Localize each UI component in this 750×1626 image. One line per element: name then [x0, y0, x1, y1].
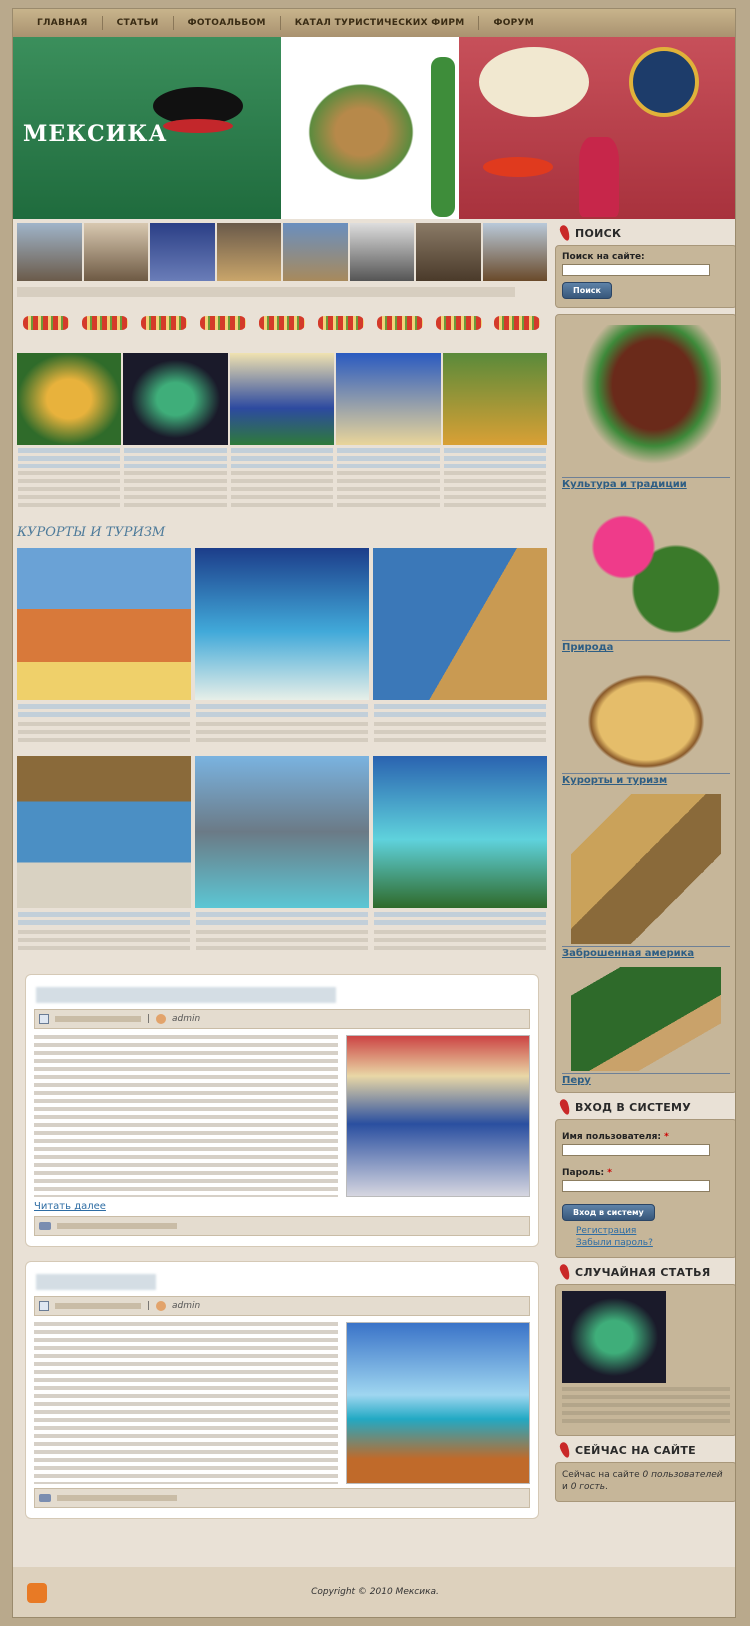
eagle-emblem-icon [571, 325, 721, 475]
article-text [34, 1035, 338, 1197]
article-text [34, 1322, 338, 1484]
nav-home[interactable]: ГЛАВНАЯ [37, 18, 88, 28]
nav-catalog[interactable]: КАТАЛ ТУРИСТИЧЕСКИХ ФИРМ [294, 18, 465, 28]
search-box [555, 245, 736, 308]
article-image [346, 1035, 530, 1197]
article-title[interactable] [36, 987, 336, 1003]
pepper-icon [559, 1441, 572, 1459]
read-more-link[interactable]: Читать далее [34, 1201, 106, 1212]
user-icon [156, 1301, 166, 1311]
article-image [346, 1322, 530, 1484]
featured-item[interactable] [443, 353, 547, 511]
pepper-icon [559, 1098, 572, 1116]
featured-item[interactable] [230, 353, 334, 511]
password-input[interactable] [562, 1180, 710, 1192]
footer [13, 1567, 736, 1617]
strip-photo[interactable] [416, 223, 481, 281]
featured-articles [17, 353, 547, 511]
article-tags [34, 1216, 530, 1236]
calendar-icon [39, 1301, 49, 1311]
random-article-heading: СЛУЧАЙНАЯ СТАТЬЯ [555, 1262, 736, 1282]
online-heading: СЕЙЧАС НА САЙТЕ [555, 1440, 736, 1460]
pepper-icon [559, 224, 572, 242]
categories-box [555, 314, 736, 1093]
welcome-text [17, 287, 547, 297]
username-input[interactable] [562, 1144, 710, 1156]
resort-item[interactable] [195, 548, 369, 752]
strip-photo[interactable] [283, 223, 348, 281]
article-card [25, 1261, 539, 1519]
password-label: Пароль: * [562, 1168, 612, 1178]
strip-photo[interactable] [84, 223, 149, 281]
username-label: Имя пользователя: * [562, 1132, 669, 1142]
sidebar [555, 219, 736, 1502]
nav-forum[interactable]: ФОРУМ [493, 18, 535, 28]
article-author: admin [172, 1301, 201, 1311]
search-button[interactable]: Поиск [562, 282, 612, 299]
article-tags [34, 1488, 530, 1508]
photo-stack-icon [571, 794, 721, 944]
category-link[interactable]: Культура и традиции [562, 477, 730, 490]
article-title[interactable] [36, 1274, 156, 1290]
resort-item[interactable] [373, 548, 547, 752]
article-author: admin [172, 1014, 201, 1024]
header-banner [13, 37, 735, 219]
photo-strip [17, 223, 547, 281]
random-article-image[interactable] [562, 1291, 666, 1383]
pepper-icon [559, 1263, 572, 1281]
random-article-box [555, 1284, 736, 1436]
featured-item[interactable] [123, 353, 227, 511]
banner-food-image [459, 37, 735, 219]
map-icon [571, 967, 721, 1071]
forgot-password-link[interactable]: Забыли пароль? [576, 1238, 653, 1248]
category-link[interactable]: Перу [562, 1073, 730, 1086]
article-meta: | admin [34, 1296, 530, 1316]
user-icon [156, 1014, 166, 1024]
category-item[interactable] [560, 794, 732, 961]
sombrero-icon [571, 661, 721, 771]
category-item[interactable] [560, 498, 732, 655]
site-title: МЕКСИКА [23, 121, 168, 147]
rss-icon[interactable] [27, 1583, 47, 1603]
article-meta: | admin [34, 1009, 530, 1029]
tag-icon [39, 1222, 51, 1230]
online-box: Сейчас на сайте 0 пользователей и 0 гость. [555, 1462, 736, 1502]
login-box [555, 1119, 736, 1258]
page [12, 8, 736, 1618]
article-card [25, 974, 539, 1247]
search-label: Поиск на сайте: [562, 252, 645, 262]
top-navigation [13, 9, 735, 37]
main-content [13, 219, 551, 1519]
register-link[interactable]: Регистрация [576, 1226, 637, 1236]
login-heading: ВХОД В СИСТЕМУ [555, 1097, 736, 1117]
copyright: Copyright © 2010 Мексика. [311, 1587, 439, 1597]
search-input[interactable] [562, 264, 710, 276]
tag-icon [39, 1494, 51, 1502]
resort-item[interactable] [195, 756, 369, 960]
login-button[interactable]: Вход в систему [562, 1204, 655, 1221]
category-link[interactable]: Природа [562, 640, 730, 653]
category-link[interactable]: Заброшенная америка [562, 946, 730, 959]
category-item[interactable] [560, 967, 732, 1088]
nav-photoalbum[interactable]: ФОТОАЛЬБОМ [187, 18, 266, 28]
category-link[interactable]: Курорты и туризм [562, 773, 730, 786]
strip-photo[interactable] [350, 223, 415, 281]
section-title: КУРОРТЫ И ТУРИЗМ [17, 525, 166, 540]
category-item[interactable] [560, 325, 732, 492]
strip-photo[interactable] [483, 223, 548, 281]
nav-articles[interactable]: СТАТЬИ [116, 18, 159, 28]
search-heading: ПОИСК [555, 223, 736, 243]
calendar-icon [39, 1014, 49, 1024]
resort-item[interactable] [373, 756, 547, 960]
banner-flag-emblem [281, 37, 459, 219]
featured-item[interactable] [17, 353, 121, 511]
strip-photo[interactable] [217, 223, 282, 281]
strip-photo[interactable] [17, 223, 82, 281]
category-item[interactable] [560, 661, 732, 788]
resort-item[interactable] [17, 548, 191, 752]
resort-item[interactable] [17, 756, 191, 960]
chili-garland [17, 301, 547, 345]
resort-grid [17, 548, 547, 960]
cactus-flower-icon [571, 498, 721, 638]
featured-item[interactable] [336, 353, 440, 511]
strip-photo[interactable] [150, 223, 215, 281]
